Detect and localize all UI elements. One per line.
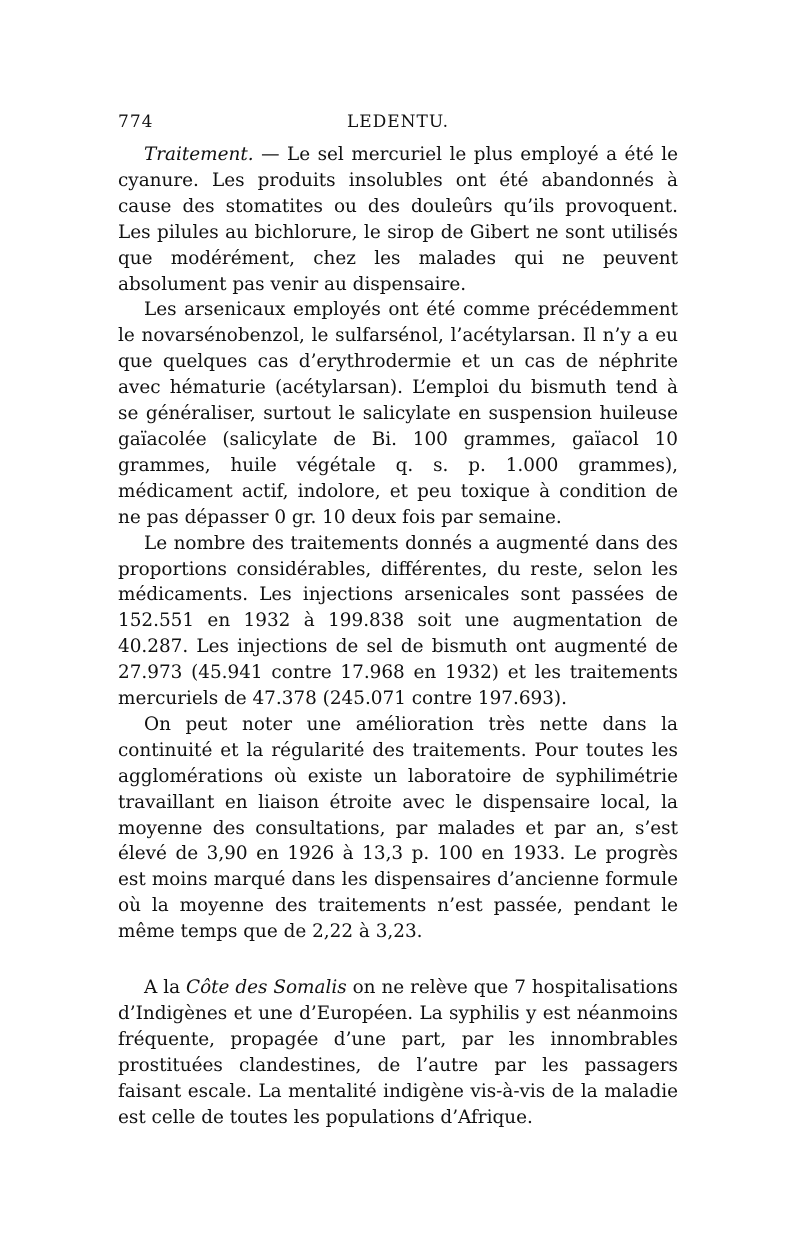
document-page [118,112,678,1131]
paragraph-nombre-traitements [118,531,678,712]
running-title: LEDENTU. [346,112,450,132]
section-gap [118,945,678,975]
paragraph-text: Le nombre des traitements donnés a augmenté dans des proportions considérables, différentes, du reste, selon les médicaments. Les injections arsenicales sont passées de 152.551 en 1932 à 199.838 soit une augmentation de 40.287. Les injections de sel de bismuth ont augmenté de 27.973 (45.941 contre 17.968 en 1932) et les traitements mercuriels de 47.378 (245.071 contre 197.693). [118,532,678,710]
running-header [118,112,678,142]
paragraph-text: On peut noter une amélioration très nette dans la continuité et la régularité des traitements. Pour toutes les agglomérations où existe un laboratoire de syphilimétrie travaillant en liaison étroite avec le dispensaire local, la moyenne des consultations, par malades et par an, s’est élevé de 3,90 en 1926 à 13,3 p. 100 en 1933. Le progrès est moins marqué dans les dispensaires d’ancienne formule où la moyenne des traitements n’est passée, pendant le même temps que de 2,22 à 3,23. [118,713,678,943]
paragraph-prefix: A la [144,977,186,999]
page-number: 774 [118,112,154,132]
paragraph-lead-traitement: Traitement. [144,144,254,165]
paragraph-arsenicaux [118,297,678,530]
paragraph-traitement [118,142,678,297]
paragraph-text: — Le sel mercuriel le plus employé a été le cyanure. Les produits insolubles ont été abandonnés à cause des stomatites ou des douleûrs qu’ils provoquent. Les pilules au bichlorure, le sirop de Gibert ne sont utilisés que modérément, chez les malades qui ne peuvent absolument pas venir au dispensaire. [118,144,678,295]
place-name-cote-des-somalis: Côte des Somalis [186,977,347,999]
paragraph-text: Les arsenicaux employés ont été comme précédemment le novarsénobenzol, le sulfarsénol, l’acétylarsan. Il n’y a eu que quelques cas d’erythrodermie et un cas de néphrite avec hématurie (acétylarsan). L’emploi du bismuth tend à se généraliser, surtout le salicylate en suspension huileuse gaïacolée (salicylate de Bi. 100 grammes, gaïacol 10 grammes, huile végétale q. s. p. 1.000 grammes), médicament actif, indolore, et peu toxique à condition de ne pas dépasser 0 gr. 10 deux fois par semaine. [118,299,678,528]
paragraph-text: on ne relève que 7 hospitalisations d’Indigènes et une d’Européen. La syphilis y est néanmoins fréquente, propagée d’une part, par les innombrables prostituées clandestines, de l’autre par les passagers faisant escale. La mentalité indigène vis-à-vis de la maladie est celle de toutes les populations d’Afrique. [118,977,678,1128]
paragraph-cote-des-somalis [118,975,678,1130]
paragraph-amelioration [118,712,678,945]
